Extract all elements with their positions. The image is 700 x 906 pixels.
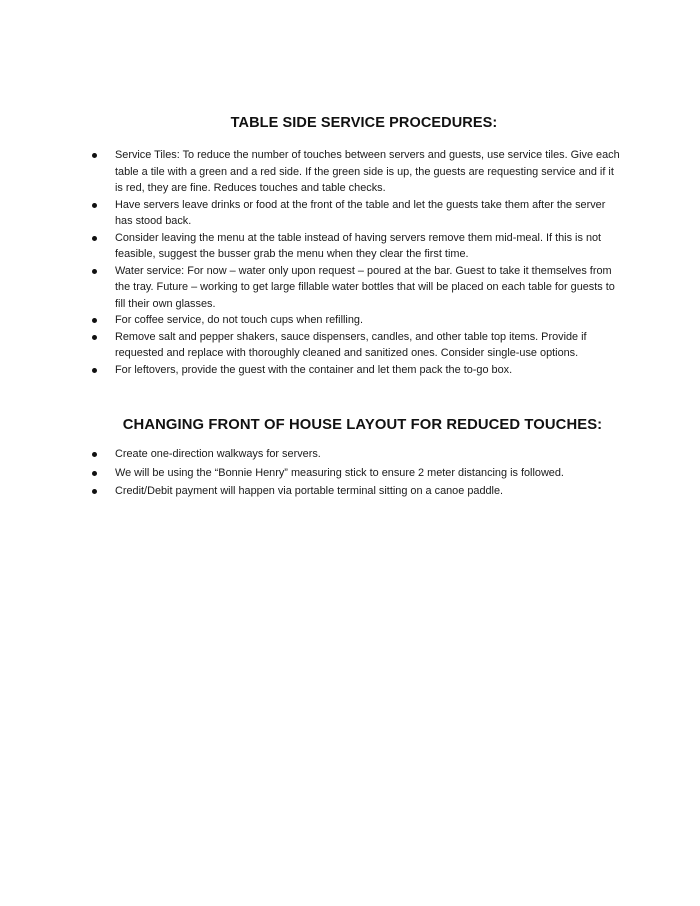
list-item — [0, 329, 620, 362]
table-side-service-section — [0, 113, 700, 378]
list-item — [0, 147, 620, 197]
list-item-text: Consider leaving the menu at the table instead of having servers remove them mid-meal. If this is not feasible, suggest the busser grab the menu when they clear the first time. — [115, 231, 602, 260]
list-item — [0, 362, 620, 379]
bullet-icon — [92, 489, 97, 494]
list-item-text: We will be using the “Bonnie Henry” measuring stick to ensure 2 meter distancing is followed. — [115, 466, 564, 479]
bullet-icon — [92, 236, 97, 241]
list-item-text: Service Tiles: To reduce the number of touches between servers and guests, use service tiles. Give each table a tile with a green and a red side. If the green side is up, the guests are requesting service and if it is red, they are fine. Reduces touches and table checks. — [115, 149, 620, 194]
bullet-icon — [92, 471, 97, 476]
bullet-icon — [92, 335, 97, 340]
bullet-icon — [92, 269, 97, 274]
front-of-house-layout-section — [0, 415, 700, 501]
list-item — [0, 197, 620, 230]
list-item-text: Remove salt and pepper shakers, sauce dispensers, candles, and other table top items. Provide if requested and replace with thoroughly cleaned and sanitized ones. Consider single-use options. — [115, 330, 587, 359]
list-item-text: For leftovers, provide the guest with the container and let them pack the to-go box. — [115, 363, 513, 376]
list-item — [0, 464, 620, 483]
list-item-text: Water service: For now – water only upon request – poured at the bar. Guest to take it themselves from the tray. Future – working to get large fillable water bottles that will be placed on each table for guests to fill their own glasses. — [115, 264, 615, 310]
list-item — [0, 230, 620, 263]
section-heading: TABLE SIDE SERVICE PROCEDURES: — [230, 115, 498, 131]
bullet-icon — [92, 368, 97, 373]
list-item — [0, 482, 620, 501]
list-item — [0, 445, 620, 464]
list-item-text: Create one-direction walkways for servers. — [115, 448, 321, 460]
bullet-list — [0, 147, 700, 378]
list-item — [0, 263, 620, 313]
list-item-text: Credit/Debit payment will happen via portable terminal sitting on a canoe paddle. — [115, 485, 504, 497]
bullet-list — [0, 445, 700, 501]
list-item-text: Have servers leave drinks or food at the front of the table and let the guests take them after the server has stood back. — [115, 198, 606, 227]
list-item — [0, 312, 620, 329]
list-item-text: For coffee service, do not touch cups when refilling. — [115, 314, 363, 326]
bullet-icon — [92, 318, 97, 323]
bullet-icon — [92, 452, 97, 457]
section-heading: CHANGING FRONT OF HOUSE LAYOUT FOR REDUCED TOUCHES: — [122, 417, 603, 433]
bullet-icon — [92, 153, 97, 158]
bullet-icon — [92, 203, 97, 208]
